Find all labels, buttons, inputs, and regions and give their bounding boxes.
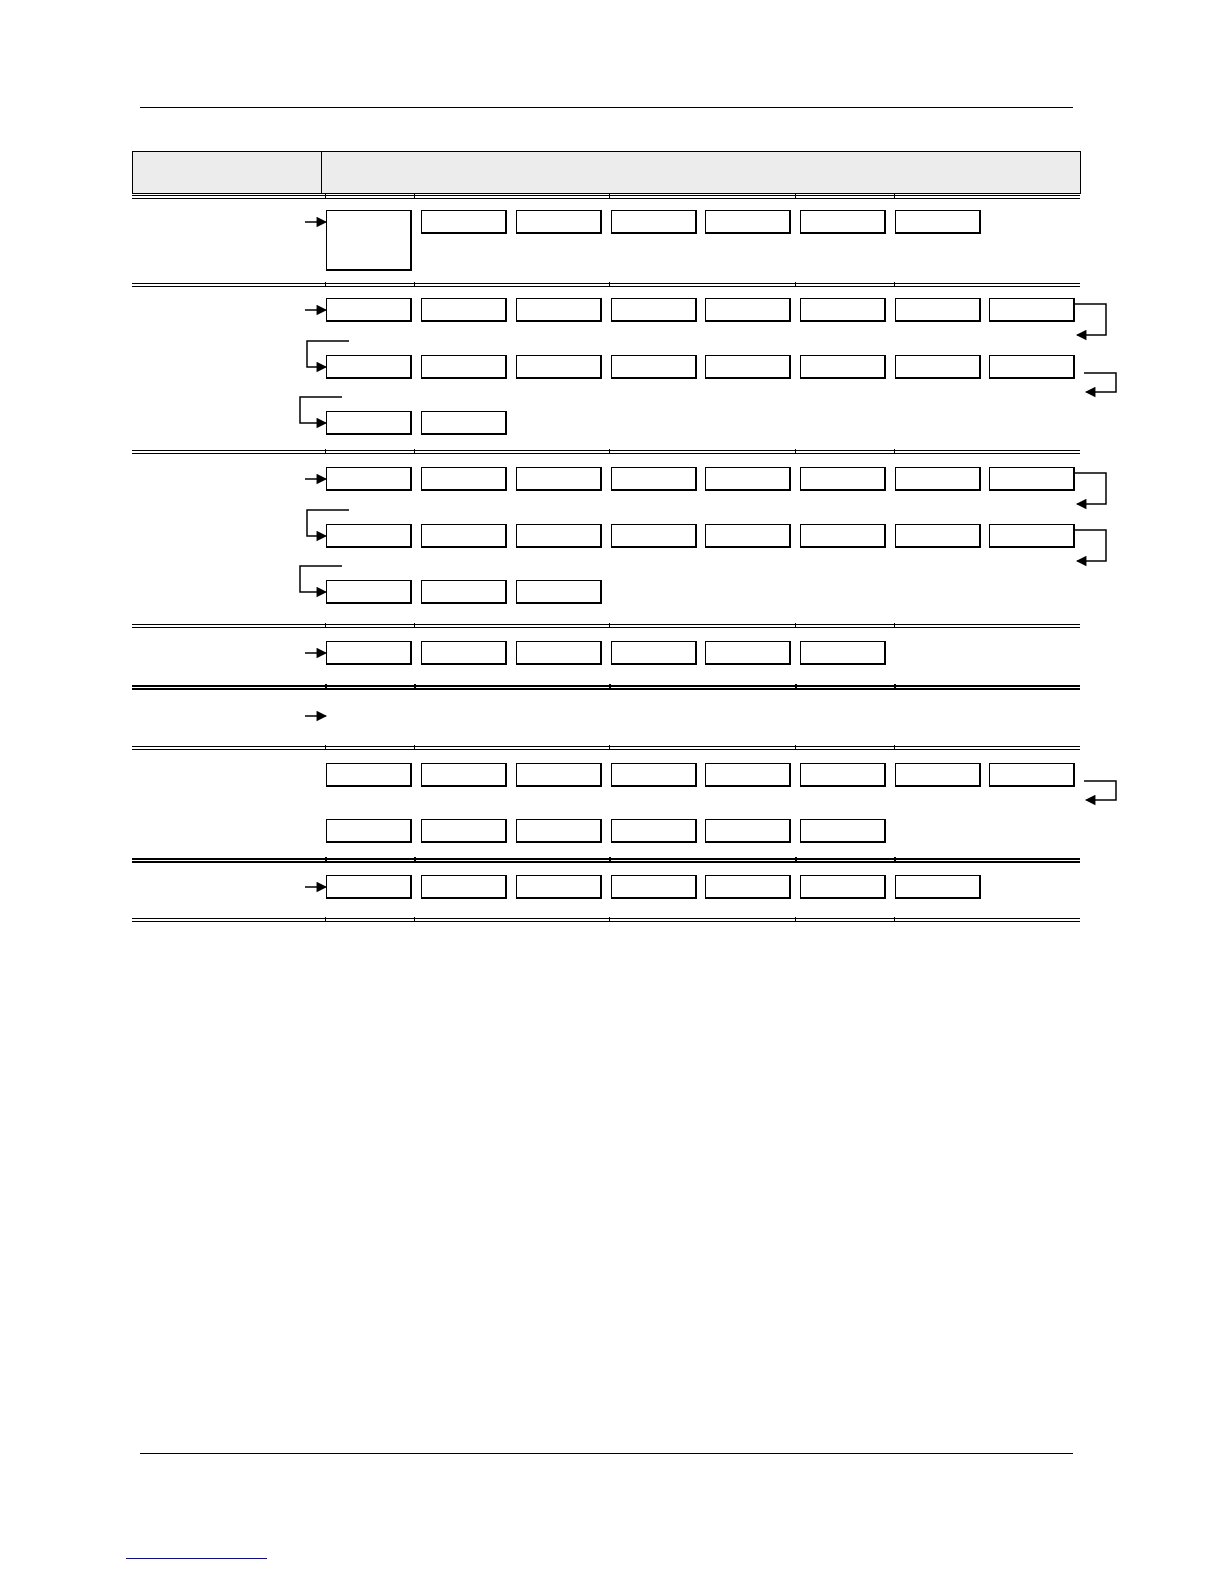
flow-box bbox=[705, 875, 791, 899]
flow-box bbox=[800, 875, 886, 899]
flow-box bbox=[989, 298, 1075, 322]
flow-box bbox=[421, 819, 507, 843]
flow-box bbox=[895, 298, 981, 322]
flow-box bbox=[800, 524, 886, 548]
flow-box bbox=[611, 641, 697, 665]
flow-box bbox=[326, 210, 412, 271]
flow-box bbox=[705, 763, 791, 787]
flow-box bbox=[421, 355, 507, 379]
flow-box bbox=[611, 875, 697, 899]
flow-box bbox=[705, 819, 791, 843]
flow-box bbox=[421, 641, 507, 665]
footer-rule bbox=[140, 1453, 1073, 1454]
flow-box bbox=[800, 298, 886, 322]
flow-box bbox=[705, 524, 791, 548]
flow-box bbox=[611, 210, 697, 234]
flow-box bbox=[705, 298, 791, 322]
flow-box bbox=[326, 875, 412, 899]
flow-box bbox=[705, 641, 791, 665]
flow-box bbox=[326, 524, 412, 548]
flow-box bbox=[516, 355, 602, 379]
flow-box bbox=[611, 524, 697, 548]
flow-box bbox=[516, 524, 602, 548]
flow-box bbox=[516, 298, 602, 322]
flow-box bbox=[895, 875, 981, 899]
flow-box bbox=[989, 524, 1075, 548]
wrap-arrow-out bbox=[1075, 530, 1106, 561]
flow-box bbox=[516, 641, 602, 665]
flow-box bbox=[326, 355, 412, 379]
flow-box bbox=[895, 467, 981, 491]
flow-box bbox=[895, 210, 981, 234]
flow-box bbox=[516, 210, 602, 234]
flow-box bbox=[705, 210, 791, 234]
flow-box bbox=[326, 763, 412, 787]
flow-box bbox=[895, 524, 981, 548]
wrap-arrow-out bbox=[1075, 304, 1106, 335]
flow-box bbox=[421, 524, 507, 548]
flow-box bbox=[800, 210, 886, 234]
flow-box bbox=[421, 298, 507, 322]
flow-box bbox=[326, 411, 412, 435]
flow-box bbox=[895, 355, 981, 379]
flow-box bbox=[989, 355, 1075, 379]
flow-box bbox=[516, 580, 602, 604]
flow-box bbox=[800, 641, 886, 665]
flow-box bbox=[705, 355, 791, 379]
flow-box bbox=[800, 467, 886, 491]
flow-box bbox=[326, 641, 412, 665]
flow-box bbox=[326, 819, 412, 843]
flow-box bbox=[800, 763, 886, 787]
flow-box bbox=[516, 763, 602, 787]
flow-box bbox=[516, 467, 602, 491]
flow-box bbox=[326, 298, 412, 322]
flow-box bbox=[611, 355, 697, 379]
flow-box bbox=[989, 763, 1075, 787]
flow-box bbox=[705, 467, 791, 491]
flow-box bbox=[421, 467, 507, 491]
flow-box bbox=[326, 467, 412, 491]
flow-box bbox=[516, 819, 602, 843]
flow-box bbox=[421, 210, 507, 234]
flow-box bbox=[989, 467, 1075, 491]
flow-box bbox=[611, 298, 697, 322]
flow-box bbox=[516, 875, 602, 899]
wrap-arrow-out bbox=[1084, 781, 1116, 800]
flow-box bbox=[611, 467, 697, 491]
flow-box bbox=[421, 580, 507, 604]
wrap-arrow-out bbox=[1084, 373, 1116, 392]
flow-box bbox=[895, 763, 981, 787]
flow-box bbox=[421, 763, 507, 787]
flow-box bbox=[421, 875, 507, 899]
flow-box bbox=[326, 580, 412, 604]
flow-box bbox=[421, 411, 507, 435]
flow-box bbox=[611, 763, 697, 787]
footer-link-underline bbox=[126, 1558, 267, 1559]
wrap-arrow-out bbox=[1075, 473, 1106, 504]
flow-box bbox=[800, 819, 886, 843]
flow-box bbox=[800, 355, 886, 379]
flow-box bbox=[611, 819, 697, 843]
